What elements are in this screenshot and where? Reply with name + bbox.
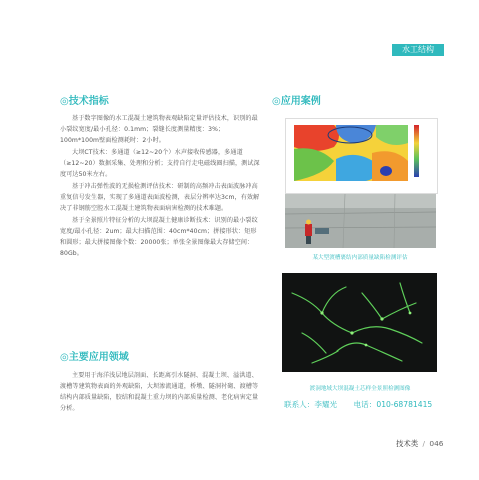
page-number: 046 <box>429 439 444 448</box>
footer-separator: / <box>422 439 426 448</box>
contact-person: 联系人：李耀光 <box>284 400 338 409</box>
apps-text: 主要用于海洋浅层地层剖面、长距离引水隧洞、混凝土坝、溢洪道、渡槽等建筑物表面的外观缺陷，大坝渗流通道，桥墩、隧洞衬砌、渡槽等结构内部质量缺陷，胶结和混凝土重力坝的内部质量检测、老化病害定量分析。 <box>60 372 259 412</box>
section-tag: 水工结构 <box>392 44 444 56</box>
tech-section <box>60 92 260 260</box>
apps-title: ◎主要应用领域 <box>60 352 129 363</box>
page-footer <box>396 438 444 449</box>
caption-1: 某大型渡槽裹结内部质量缺陷检测评估 <box>312 255 408 261</box>
network-image <box>282 273 437 372</box>
caption-2: 渡洞地域大坝混凝土芯样全景照检测图像 <box>309 386 411 392</box>
heatmap-image <box>285 118 438 194</box>
tech-title: ◎技术指标 <box>60 96 109 107</box>
contact-info <box>284 399 446 410</box>
cases-section <box>272 92 432 113</box>
apps-section <box>60 370 260 415</box>
tech-para-3: 基于冲击弹性波的无损检测评估技术：研制的高频冲击表面波脉冲高重复信号发生器，实现了多通道表面波检测，表层分辨率达3cm，有效解决了非钢筋空腔水工混凝土建筑物表面病害检测的技术难题。 <box>60 183 260 212</box>
cases-title: ◎应用案例 <box>272 96 321 107</box>
footer-category: 技术类 <box>396 439 419 448</box>
tech-para-2: 大坝CT技术：多通道（≥12~20个）水声接收传感器，多通道（≥12~20）数据采集、处理和分析；支持自行走电磁线圈扫描，测试深度可达50米左右。 <box>60 149 260 178</box>
tech-para-4: 基于全景照片特征分析的大坝混凝土健康诊断技术：识别的最小裂纹宽度/最小孔径：2um；最大扫描范围：40cm*40cm；拼接形状：矩形和圆形；最大拼接图像个数：20000张；单张全景图像最大存储空间：80Gb。 <box>60 217 258 257</box>
tech-para-1: 基于数字图像的水工混凝土建筑物表观缺陷定量评估技术，识别的最小裂纹宽度/最小孔径：0.1mm；裂缝长度测量精度：3%；100m*100m壁面检测耗时：2小时。 <box>60 115 258 144</box>
contact-phone: 电话：010-68781415 <box>353 400 433 409</box>
wall-photo <box>285 194 436 248</box>
